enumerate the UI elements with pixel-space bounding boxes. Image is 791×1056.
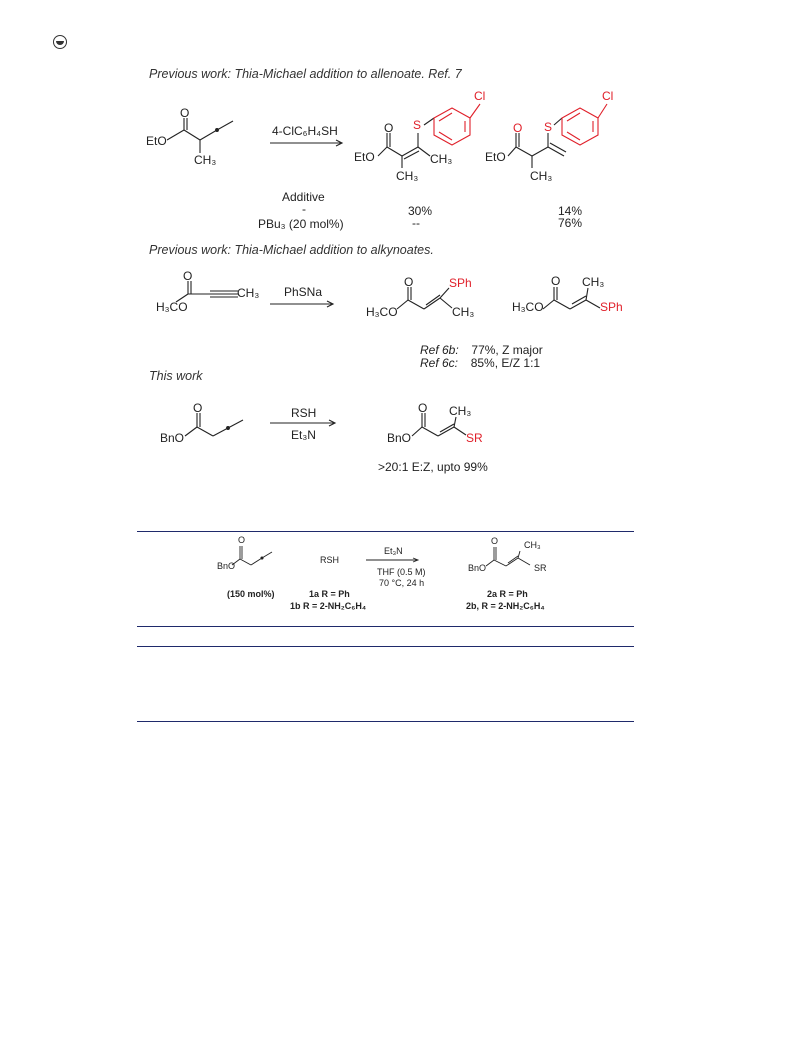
allenoate-structure — [167, 118, 233, 153]
product2-eto-label: EtO — [485, 150, 506, 164]
section3-title: This work — [149, 369, 203, 383]
tbl-product-2b: 2b, R = 2-NH₂C₆H₄ — [466, 601, 545, 611]
alkyne-product-2-structure — [543, 287, 600, 309]
tbl-start-bno: BnO — [217, 561, 236, 571]
bn-allenoate-o: O — [193, 401, 203, 415]
section1-title: Previous work: Thia-Michael addition to allenoate. Ref. 7 — [149, 67, 462, 81]
tbl-product-o: O — [491, 536, 499, 546]
product1-ch3-bottom: CH₃ — [396, 169, 419, 183]
product2-s-label: S — [544, 120, 553, 134]
alkyne-p1-o: O — [404, 275, 414, 289]
alkynoate-o-label: O — [183, 269, 193, 283]
tbl-cond-1: THF (0.5 M) — [377, 567, 426, 577]
alkyne-p1-ch3: CH₃ — [452, 305, 475, 319]
product2-o-label: O — [513, 121, 523, 135]
tbl-start-amount: (150 mol%) — [227, 589, 275, 599]
alkyne-p1-sph: SPh — [449, 276, 472, 290]
alkynoate-structure — [176, 281, 238, 302]
product1-cl-label: Cl — [474, 89, 486, 103]
alkyne-p2-h3co: H₃CO — [512, 300, 544, 314]
table-mid-rule-1 — [137, 626, 634, 627]
tbl-product-2a: 2a R = Ph — [487, 589, 528, 599]
product1-s-label: S — [413, 118, 422, 132]
start-o-label: O — [180, 106, 190, 120]
tbl-thiol-1b: 1b R = 2-NH₂C₆H₄ — [290, 601, 367, 611]
tbl-cond-2: 70 °C, 24 h — [379, 578, 425, 588]
alkynoate-ch3: CH₃ — [237, 286, 260, 300]
rsh-label: RSH — [291, 406, 317, 420]
p1-yield-row2: -- — [412, 216, 420, 230]
tw-product-sr: SR — [466, 431, 483, 445]
product-2-structure — [508, 104, 607, 168]
reagent-label: 4-ClC₆H₄SH — [272, 124, 338, 138]
this-work-result: >20:1 E:Z, upto 99% — [378, 460, 488, 474]
tbl-product-ch3: CH₃ — [524, 540, 541, 550]
section2-title: Previous work: Thia-Michael addition to alkynoates. — [149, 243, 434, 257]
alkyne-p2-sph: SPh — [600, 300, 623, 314]
et3n-label: Et₃N — [291, 428, 316, 442]
alkynoate-h3co: H₃CO — [156, 300, 188, 314]
product1-eto-label: EtO — [354, 150, 375, 164]
ref-6c — [420, 356, 540, 370]
start-ch3-label: CH₃ — [194, 153, 217, 167]
alkyne-p2-ch3: CH₃ — [582, 275, 605, 289]
ref-6c-result: 85%, E/Z 1:1 — [470, 356, 541, 370]
p2-yield-row1: 14% — [558, 204, 583, 218]
phsna-label: PhSNa — [284, 285, 323, 299]
alkyne-p1-h3co: H₃CO — [366, 305, 398, 319]
p2-yield-row2: 76% — [558, 216, 583, 230]
alkyne-product-1-structure — [397, 287, 452, 309]
additive-row2: PBu₃ (20 mol%) — [258, 217, 344, 231]
ref-6b-result: 77%, Z major — [471, 343, 543, 357]
tw-product-ch3: CH₃ — [449, 404, 472, 418]
ref-6c-label: Ref 6c: — [420, 356, 459, 370]
table-mid-rule-2 — [137, 646, 634, 647]
tw-product-o: O — [418, 401, 428, 415]
bn-allenoate-bno: BnO — [160, 431, 185, 445]
ref-6b — [420, 343, 543, 357]
start-eto-label: EtO — [146, 134, 167, 148]
additive-row1: - — [302, 202, 306, 216]
tbl-cond-top: Et₃N — [384, 546, 403, 556]
additive-header: Additive — [282, 190, 325, 204]
product2-cl-label: Cl — [602, 89, 614, 103]
tbl-product-sr: SR — [534, 563, 547, 573]
table-bottom-rule — [137, 721, 634, 722]
tbl-thiol-1a: 1a R = Ph — [309, 589, 350, 599]
product1-o-label: O — [384, 121, 394, 135]
table-top-rule — [137, 531, 634, 532]
table-allenoate-structure — [232, 546, 272, 565]
product1-ch3-right: CH₃ — [430, 152, 453, 166]
tbl-start-o: O — [238, 535, 246, 545]
tw-product-bno: BnO — [387, 431, 412, 445]
product-1-structure — [378, 104, 480, 168]
tbl-thiol: RSH — [320, 555, 340, 565]
ref-6b-label: Ref 6b: — [420, 343, 459, 357]
alkyne-p2-o: O — [551, 274, 561, 288]
product2-ch3-label: CH₃ — [530, 169, 553, 183]
tbl-product-bno: BnO — [468, 563, 487, 573]
p1-yield-row1: 30% — [408, 204, 433, 218]
benzyl-allenoate-structure — [185, 413, 243, 436]
